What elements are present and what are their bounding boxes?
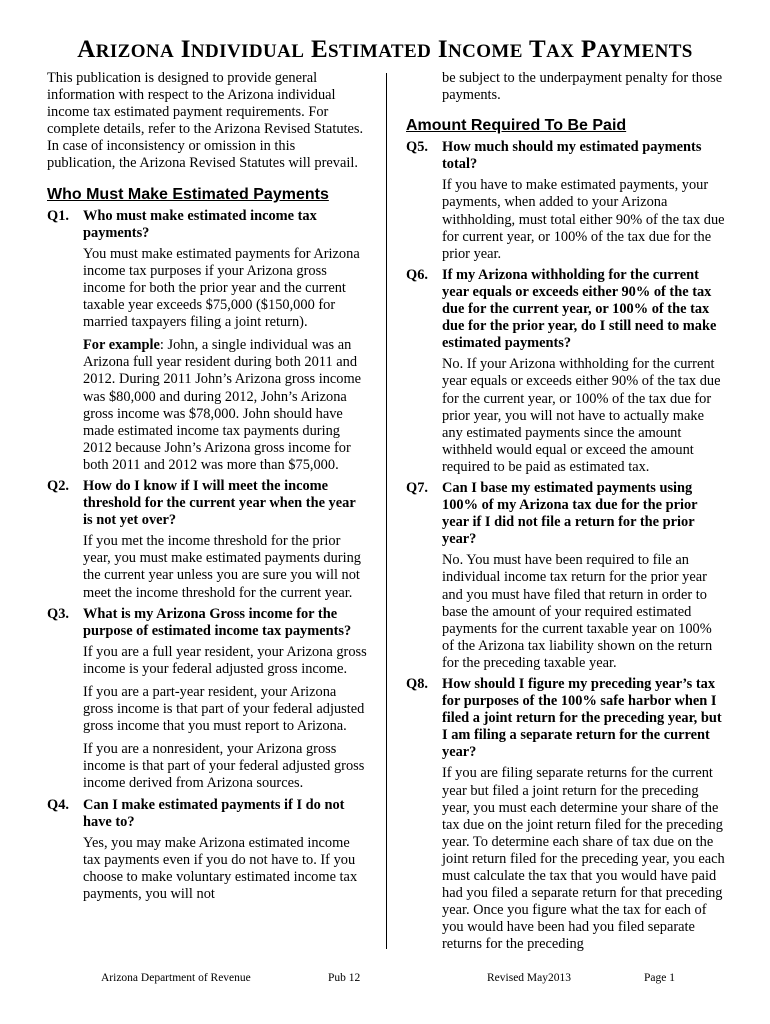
answer-q1: You must make estimated payments for Arizona income tax purposes if your Arizona gross income for both the prior year and the current taxable year exceeds $75,000 ($150,000 for married taxpayers filing a joint return). (83, 245, 360, 331)
answer-q6: No. If your Arizona withholding for the current year equals or exceeds either 90% of the tax due for the current year, or 100% of the tax due for prior year, you will not have to actually make any estimated payments since the amount withheld would equal or exceed the amount required to be paid as estimated tax. (442, 356, 721, 475)
footer-department: Arizona Department of Revenue (101, 972, 251, 984)
question-number: Q3. (47, 605, 69, 622)
question-text: Can I make estimated payments if I do not have to? (83, 796, 345, 830)
question-number: Q1. (47, 207, 69, 224)
answer-q3-part-year: If you are a part-year resident, your Arizona gross income is that part of your federal adjusted gross income that you must report to Arizona. (83, 684, 365, 735)
answer-q8: If you are filing separate returns for the current year but filed a joint return for the preceding year, you must each determine your share of the tax due on the joint return filed for the preceding year. To determine each share of tax due on the joint return filed for the preceding year, you each must calculate the tax that you would have paid had you filed a separate return for that preceding year. Once you figure what the tax for each of you would have been had you filed separate returns for the preceding (442, 765, 725, 953)
footer-pub: Pub 12 (328, 972, 361, 984)
question-number: Q6. (406, 266, 428, 283)
question-text: How should I figure my preceding year’s tax for purposes of the 100% safe harbor when I filed a joint return for the preceding year, but I am filing a separate return for the current year? (442, 676, 722, 761)
question-number: Q5. (406, 139, 428, 156)
answer-q3-full-year: If you are a full year resident, your Arizona gross income is your federal adjusted gross income. (83, 643, 367, 677)
answer-q4: Yes, you may make Arizona estimated income tax payments even if you do not have to. If you choose to make voluntary estimated income tax payments, you will not (83, 834, 358, 903)
question-text: If my Arizona withholding for the current year equals or exceeds either 90% of the tax due for the current year, or 100% of the tax due for the prior year, do I still need to make estimated payments? (442, 266, 717, 352)
footer-page: Page 1 (644, 972, 675, 984)
page-title: ARIZONA INDIVIDUAL ESTIMATED INCOME TAX PAYMENTS (77, 36, 693, 63)
question-number: Q7. (406, 479, 428, 496)
example-q1 (47, 337, 367, 474)
question-text: Can I base my estimated payments using 100% of my Arizona tax due for the prior year if I did not file a return for the prior year? (442, 479, 698, 548)
question-q3 (47, 606, 367, 640)
answer-q4-continued: be subject to the underpayment penalty for those payments. (442, 70, 723, 104)
question-q6 (406, 267, 726, 352)
answer-q3-nonresident: If you are a nonresident, your Arizona gross income is that part of your federal adjusted gross income derived from Arizona sources. (83, 741, 365, 792)
question-number: Q8. (406, 676, 428, 692)
question-q5 (406, 139, 726, 173)
section-heading-amount-required: Amount Required To Be Paid (406, 117, 627, 135)
question-q1 (47, 208, 367, 242)
question-q8 (406, 676, 726, 761)
left-column (47, 70, 367, 907)
question-q4 (47, 797, 367, 831)
question-text: What is my Arizona Gross income for the purpose of estimated income tax payments? (83, 605, 352, 639)
question-number: Q4. (47, 796, 69, 813)
question-text: How much should my estimated payments total? (442, 139, 702, 173)
example-label: For example (83, 337, 160, 354)
question-text: How do I know if I will meet the income threshold for the current year when the year is not yet over? (83, 477, 356, 529)
example-text: : John, a single individual was an Arizona full year resident during both 2011 and 2012. During 2011 John’s Arizona gross income was $80,000 and during 2012, John’s Arizona gross income was $78,000. John should have made estimated income tax payments during 2012 because John’s Arizona gross income for both 2011 and 2012 was more than $75,000. (83, 337, 362, 473)
column-divider (386, 73, 387, 949)
answer-q2: If you met the income threshold for the prior year, you must make estimated payments during the current year unless you are sure you will not meet the income threshold for the current year. (83, 533, 361, 601)
answer-q5: If you have to make estimated payments, your payments, when added to your Arizona withholding, must total either 90% of the tax due for current year, or 100% of the tax due for the prior year. (442, 177, 725, 262)
question-q7 (406, 480, 726, 548)
question-text: Who must make estimated income tax payments? (83, 207, 317, 241)
footer-revised: Revised May2013 (487, 972, 572, 984)
right-column (406, 70, 726, 958)
answer-q7: No. You must have been required to file an individual income tax return for the prior year and you must have filed that return in order to base the amount of your required estimated payments for the current taxable year on 100% of the Arizona tax liability shown on the return for the preceding taxable year. (442, 552, 713, 671)
question-q2 (47, 478, 367, 529)
intro-paragraph: This publication is designed to provide general information with respect to the Arizona individual income tax estimated payment requirements. For complete details, refer to the Arizona Revised Statutes. In case of inconsistency or omission in this publication, the Arizona Revised Statutes will prevail. (47, 70, 364, 172)
question-number: Q2. (47, 477, 69, 494)
section-heading-who-must: Who Must Make Estimated Payments (47, 185, 329, 203)
